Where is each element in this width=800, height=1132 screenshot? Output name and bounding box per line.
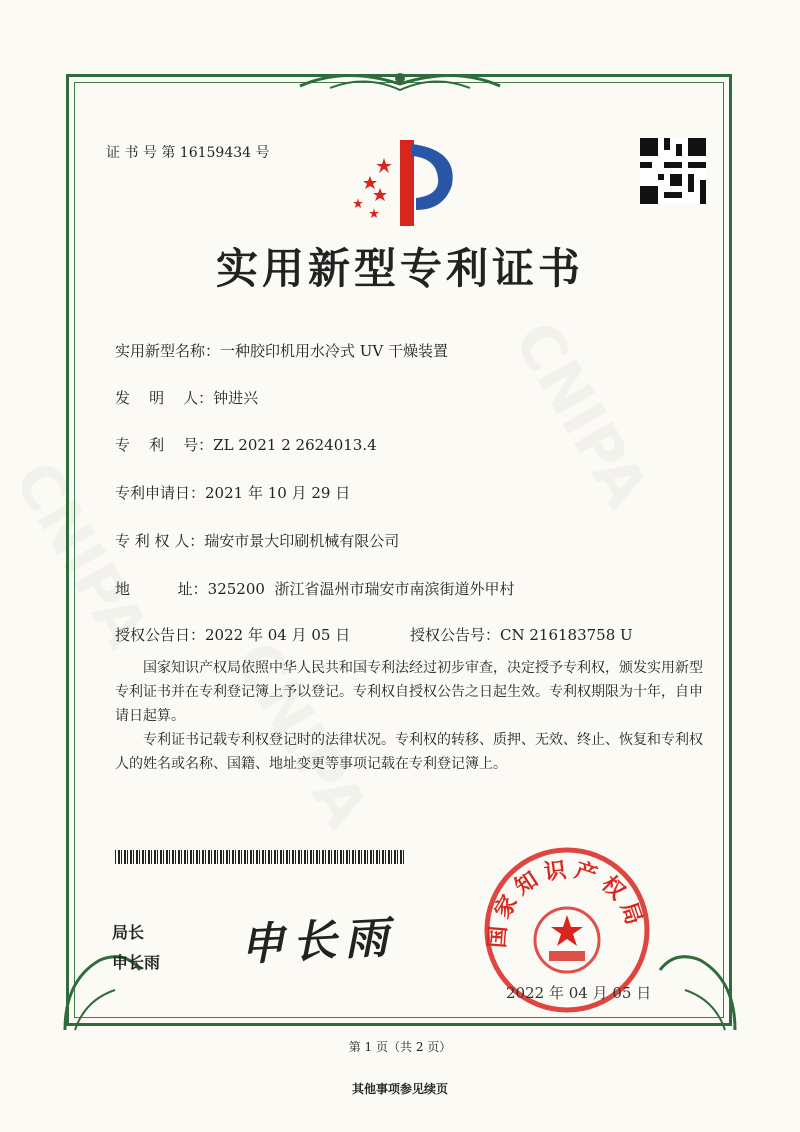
patentee: 专 利 权 人：瑞安市景大印刷机械有限公司 [115, 532, 400, 550]
inventor: 发 明 人：钟进兴 [115, 389, 259, 407]
page-number: 第 1 页（共 2 页） [348, 1040, 452, 1054]
filing-date: 专利申请日：2021 年 10 月 29 日 [115, 484, 351, 502]
handwritten-signature: 申长雨 [239, 911, 398, 972]
statement-paragraph-1: 国家知识产权局依照中华人民共和国专利法经过初步审查，决定授予专利权，颁发实用新型专利证书并在专利登记簿上予以登记。专利权自授权公告之日起生效。专利权期限为十年，自申请日起算。 [115, 660, 703, 724]
utility-model-name: 实用新型名称：一种胶印机用水冷式 UV 干燥装置 [115, 342, 449, 360]
signatory-role: 局长 [112, 923, 145, 942]
grant-publication-number: 授权公告号：CN 216183758 U [410, 626, 633, 644]
statement-paragraph-2: 专利证书记载专利权登记时的法律状况。专利权的转移、质押、无效、终止、恢复和专利权人的姓名或名称、国籍、地址变更等事项记载在专利登记簿上。 [115, 732, 703, 772]
svg-text:国家知识产权局: 国家知识产权局 [484, 856, 649, 949]
grant-date: 授权公告日：2022 年 04 月 05 日 [115, 626, 351, 644]
certificate-title: 实用新型专利证书 [215, 244, 584, 293]
qr-code-icon [640, 138, 706, 204]
signatory-name: 申长雨 [112, 953, 161, 972]
top-ornament-icon [290, 66, 510, 96]
cnipa-logo-icon [340, 140, 460, 230]
patent-number: 专 利 号：ZL 2021 2 2624013.4 [115, 436, 377, 454]
barcode [115, 850, 405, 864]
seal-date: 2022 年 04 月 05 日 [506, 984, 652, 1002]
corner-ornament-right-icon [655, 940, 745, 1035]
address: 地 址：325200 浙江省温州市瑞安市南滨街道外甲村 [115, 580, 515, 598]
continuation-note: 其他事项参见续页 [351, 1082, 448, 1096]
certificate-number: 证 书 号 第 16159434 号 [106, 145, 270, 161]
